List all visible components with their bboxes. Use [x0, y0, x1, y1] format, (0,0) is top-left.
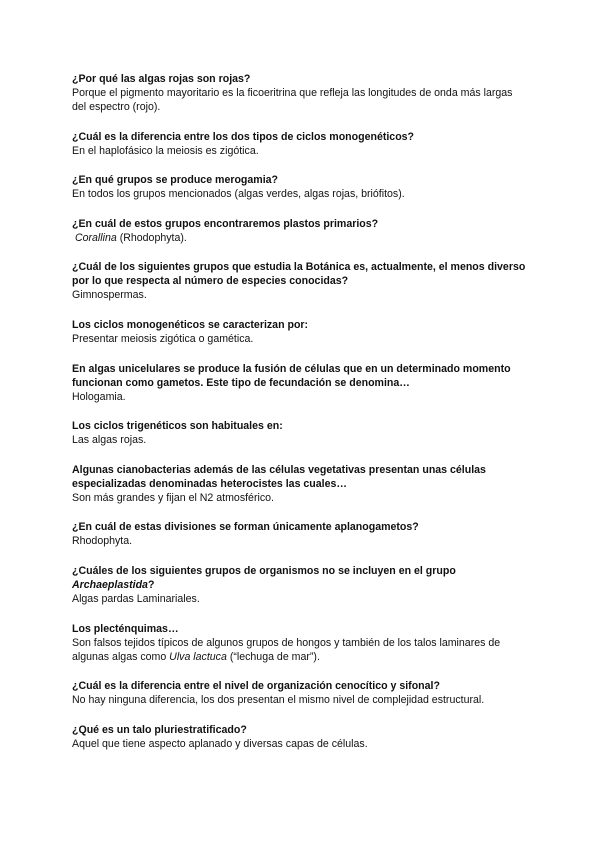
- answer-text: Son falsos tejidos típicos de algunos grupos de hongos y también de los talos laminares de algunas algas como: [72, 636, 501, 663]
- answer: Rhodophyta.: [72, 535, 133, 548]
- qa-item-1: [72, 72, 528, 114]
- answer: En el haplofásico la meiosis es zigótica.: [72, 144, 259, 157]
- qa-item-8: [72, 419, 528, 447]
- qa-item-6: [72, 318, 528, 346]
- qa-item-13: [72, 679, 528, 707]
- answer: Algas pardas Laminariales.: [72, 592, 200, 605]
- question: Los ciclos trigenéticos son habituales en:: [72, 420, 283, 433]
- question-italic-term: Archaeplastida: [72, 578, 148, 591]
- qa-item-7: [72, 362, 528, 404]
- answer: Las algas rojas.: [72, 434, 147, 447]
- answer: Gimnospermas.: [72, 289, 147, 302]
- question: Los ciclos monogenéticos se caracterizan por:: [72, 318, 309, 331]
- answer: Aquel que tiene aspecto aplanado y diversas capas de células.: [72, 737, 368, 750]
- answer: Presentar meiosis zigótica o gamética.: [72, 332, 254, 345]
- question: ¿Cuál es la diferencia entre el nivel de organización cenocítico y sifonal?: [72, 680, 440, 693]
- question: ¿En cuál de estos grupos encontraremos plastos primarios?: [72, 217, 379, 230]
- answer: No hay ninguna diferencia, los dos presentan el mismo nivel de complejidad estructural.: [72, 694, 485, 707]
- answer-italic-term: Corallina: [74, 231, 117, 244]
- question-text: ¿Cuáles de los siguientes grupos de organismos no se incluyen en el grupo: [72, 564, 456, 577]
- answer: Son más grandes y fijan el N2 atmosférico.: [72, 491, 274, 504]
- qa-item-4: [72, 217, 528, 245]
- answer-rest: (“lechuga de mar”).: [226, 650, 320, 663]
- question: En algas unicelulares se produce la fusión de células que en un determinado momento funcionan como gametos. Este tipo de fecundación se denomina…: [72, 362, 511, 389]
- question: Los plecténquimas…: [72, 622, 179, 635]
- question: ¿En qué grupos se produce merogamia?: [72, 174, 279, 187]
- question: ¿Por qué las algas rojas son rojas?: [72, 73, 251, 85]
- question: ¿Cuál es la diferencia entre los dos tipos de ciclos monogenéticos?: [72, 130, 415, 143]
- qa-item-12: [72, 622, 528, 664]
- answer-rest: (Rhodophyta).: [116, 231, 187, 244]
- question-end: ?: [147, 578, 155, 591]
- answer: [72, 231, 528, 245]
- answer: En todos los grupos mencionados (algas verdes, algas rojas, briófitos).: [72, 188, 405, 201]
- question: ¿Qué es un talo pluriestratificado?: [72, 723, 247, 736]
- answer: Porque el pigmento mayoritario es la ficoeritrina que refleja las longitudes de onda más largas del espectro (rojo).: [72, 87, 513, 113]
- question: ¿En cuál de estas divisiones se forman únicamente aplanogametos?: [72, 521, 419, 534]
- question: [72, 564, 528, 592]
- question: Algunas cianobacterias además de las células vegetativas presentan unas células especializadas denominadas heterocistes las cuales…: [72, 463, 486, 490]
- question: ¿Cuál de los siguientes grupos que estudia la Botánica es, actualmente, el menos diverso por lo que respecta al número de especies conocidas?: [72, 261, 526, 288]
- qa-item-9: [72, 463, 528, 505]
- qa-item-2: [72, 130, 528, 158]
- answer: Hologamia.: [72, 390, 126, 403]
- qa-item-11: [72, 564, 528, 606]
- answer-italic-term: Ulva lactuca: [169, 650, 227, 663]
- answer: [72, 636, 528, 664]
- qa-item-3: [72, 173, 528, 201]
- qa-item-10: [72, 520, 528, 548]
- qa-item-14: [72, 723, 528, 751]
- document-page: [72, 72, 528, 766]
- qa-item-5: [72, 260, 528, 302]
